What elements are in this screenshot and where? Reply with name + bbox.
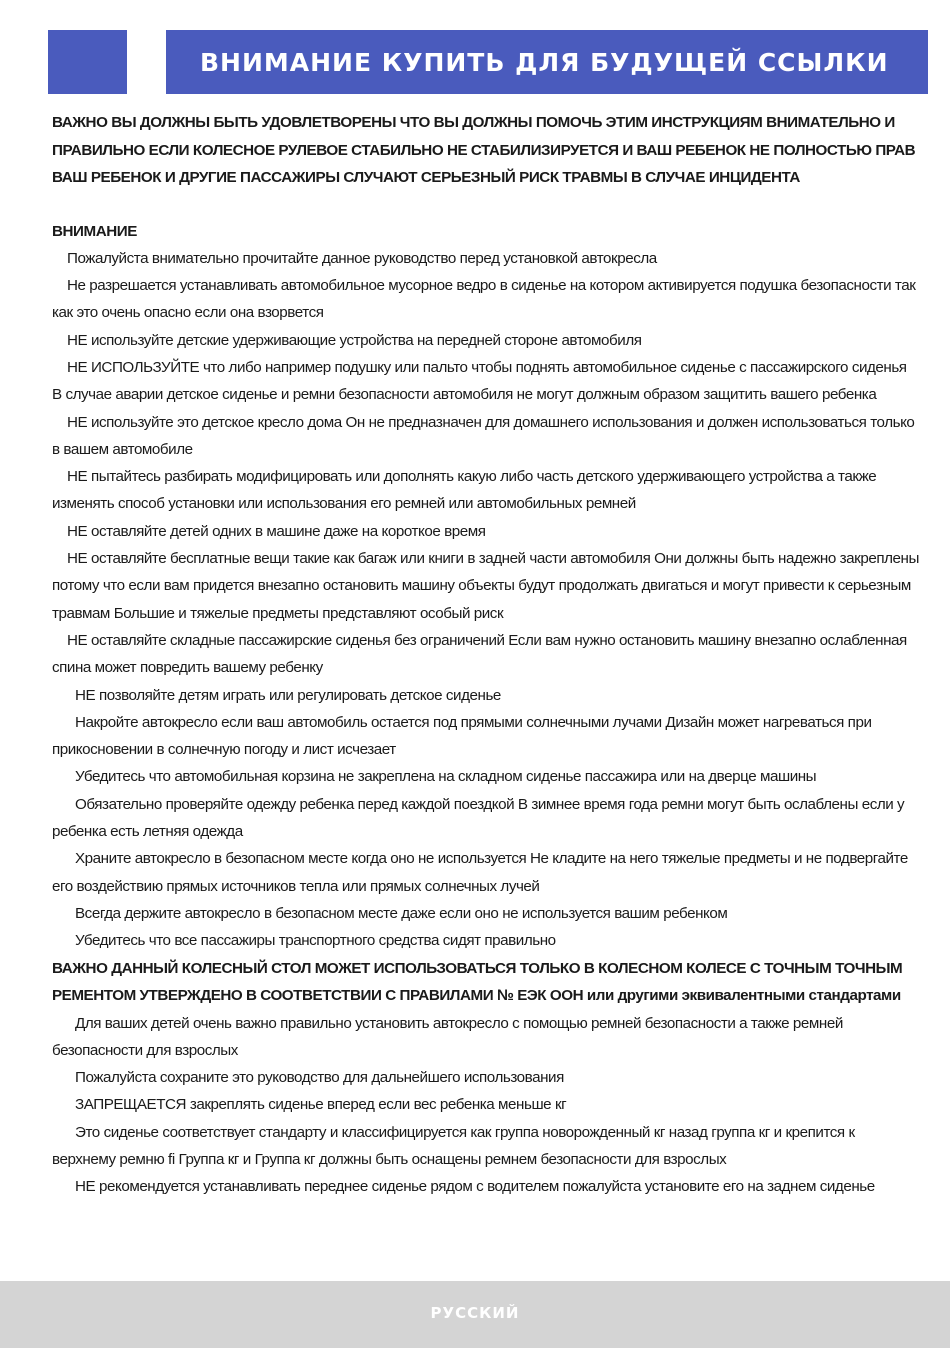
footer-language-label: РУССКИЙ	[430, 1304, 520, 1322]
warning-item: Храните автокресло в безопасном месте когда оно не используется Не кладите на него тяжелые предметы и не подвергайте его воздействию прямых источников тепла или прямых солнечных лучей	[52, 850, 908, 895]
warning-heading: ВНИМАНИЕ	[52, 222, 137, 240]
note-item: Для ваших детей очень важно правильно установить автокресло с помощью ремней безопасности а также ремней безопасности для взрослых	[52, 1014, 843, 1059]
important-notice-1: ВАЖНО ВЫ ДОЛЖНЫ БЫТЬ УДОВЛЕТВОРЕНЫ ЧТО ВЫ ДОЛЖНЫ ПОМОЧЬ ЭТИМ ИНСТРУКЦИЯМ ВНИМАТЕЛЬНО И ПРАВИЛЬНО ЕСЛИ КОЛЕСНОЕ РУЛЕВОЕ СТАБИЛЬНО НЕ СТАБИЛИЗИРУЕТСЯ И ВАШ РЕБЕНОК НЕ ПОЛНОСТЬЮ ПРАВ ВАШ РЕБЕНОК И ДРУГИЕ ПАССАЖИРЫ СЛУЧАЮТ СЕРЬЕЗНЫЙ РИСК ТРАВМЫ В СЛУЧАЕ ИНЦИДЕНТА	[52, 114, 916, 186]
warning-item: Обязательно проверяйте одежду ребенка перед каждой поездкой В зимнее время года ремни могут быть ослаблены если у ребенка есть летняя одежда	[52, 795, 905, 841]
warning-item: НЕ используйте это детское кресло дома Он не предназначен для домашнего использования и должен использоваться только в вашем автомобиле	[52, 413, 915, 458]
manual-content	[52, 109, 920, 1201]
page-title: ВНИМАНИЕ КУПИТЬ ДЛЯ БУДУЩЕЙ ССЫЛКИ	[200, 47, 889, 77]
note-item: НЕ рекомендуется устанавливать переднее сиденье рядом с водителем пожалуйста установите его на заднем сиденье	[75, 1178, 875, 1196]
warning-item: НЕ ИСПОЛЬЗУЙТЕ что либо например подушку или пальто чтобы поднять автомобильное сиденье с пассажирского сиденья В случае аварии детское сиденье и ремни безопасности автомобиля не могут должным образом защитить вашего ребенка	[52, 358, 907, 404]
warning-item: НЕ позволяйте детям играть или регулировать детское сиденье	[75, 686, 501, 704]
note-item: ЗАПРЕЩАЕТСЯ закреплять сиденье вперед если вес ребенка меньше кг	[75, 1096, 567, 1114]
warning-item: Не разрешается устанавливать автомобильное мусорное ведро в сиденье на котором активируется подушка безопасности так как это очень опасно если она взорвется	[52, 277, 916, 322]
note-item: Пожалуйста сохраните это руководство для дальнейшего использования	[75, 1069, 564, 1087]
warning-item: Убедитесь что все пассажиры транспортного средства сидят правильно	[75, 932, 556, 950]
warning-item: Всегда держите автокресло в безопасном месте даже если оно не используется вашим ребенком	[75, 904, 728, 922]
warning-item: Накройте автокресло если ваш автомобиль остается под прямыми солнечными лучами Дизайн может нагреваться при прикосновении в солнечную погоду и лист исчезает	[52, 713, 872, 759]
warning-item: НЕ оставляйте складные пассажирские сиденья без ограничений Если вам нужно остановить машину внезапно ослабленная спина может повредить вашему ребенку	[52, 631, 907, 677]
warning-item: НЕ используйте детские удерживающие устройства на передней стороне автомобиля	[67, 331, 642, 349]
warning-item: Пожалуйста внимательно прочитайте данное руководство перед установкой автокресла	[67, 249, 657, 267]
warning-item: Убедитесь что автомобильная корзина не закреплена на складном сиденье пассажира или на дверце машины	[75, 768, 817, 786]
warning-item: НЕ оставляйте бесплатные вещи такие как багаж или книги в задней части автомобиля Они должны быть надежно закреплены потому что если вам придется внезапно остановить машину объекты будут продолжать двигаться и могут привести к серьезным травмам Большие и тяжелые предметы представляют особый риск	[52, 550, 919, 622]
warning-item: НЕ оставляйте детей одних в машине даже на короткое время	[67, 522, 486, 540]
header-accent-square	[48, 30, 127, 94]
important-notice-2: ВАЖНО ДАННЫЙ КОЛЕСНЫЙ СТОЛ МОЖЕТ ИСПОЛЬЗОВАТЬСЯ ТОЛЬКО В КОЛЕСНОМ КОЛЕСЕ С ТОЧНЫМ ТОЧНЫМ РЕМЕНТОМ УТВЕРЖДЕНО В СООТВЕТСТВИИ С ПРАВИЛАМИ № ЕЭК ООН или другими эквивалентными стандартами	[52, 959, 903, 1005]
note-item: Это сиденье соответствует стандарту и классифицируется как группа новорожденный кг назад группа кг и крепится к верхнему ремню fi Группа кг и Группа кг должны быть оснащены ремнем безопасности для взрослых	[52, 1123, 855, 1168]
header-title-bar	[166, 30, 928, 94]
warning-item: НЕ пытайтесь разбирать модифицировать или дополнять какую либо часть детского удерживающего устройства а также изменять способ установки или использования его ремней или автомобильных ремней	[52, 468, 877, 513]
